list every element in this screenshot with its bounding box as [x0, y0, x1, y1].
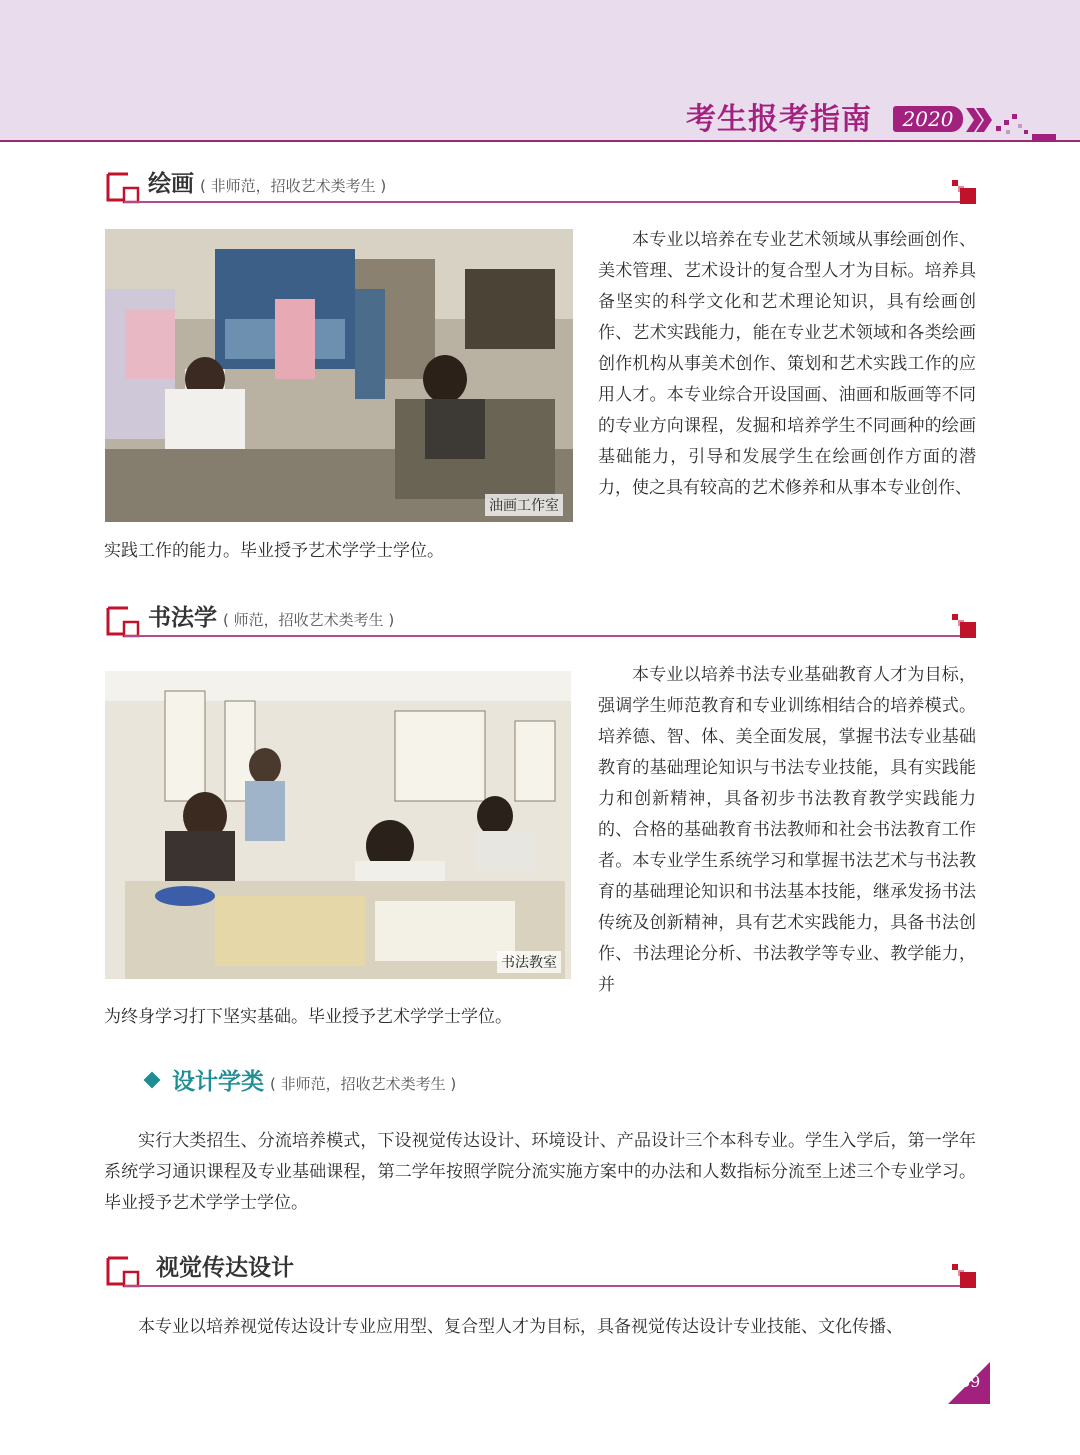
section-title-visual-communication: 视觉传达设计: [156, 1255, 294, 1281]
photo-caption-painting: 油画工作室: [485, 494, 563, 516]
photo-calligraphy-classroom: [105, 671, 571, 979]
calligraphy-tail-text: 为终身学习打下坚实基础。毕业授予艺术学学士学位。: [104, 1007, 512, 1027]
header-rule: [0, 140, 1080, 142]
calligraphy-side-text: 本专业以培养书法专业基础教育人才为目标，强调学生师范教育和专业训练相结合的培养模式。培养德、智、体、美全面发展，掌握书法专业基础教育的基础理论知识与书法专业技能，具有实践能力和创新精神，具备初步书法教育教学实践能力的、合格的基础教育书法教师和社会书法教育工作者。本专业学生系统学习和掌握书法艺术与书法教育的基础理论知识和书法基本技能，继承发扬书法传统及创新精神，具有艺术实践能力，具备书法创作、书法理论分析、书法教学等专业、教学能力，并: [598, 665, 976, 995]
header-arrow-icon: [966, 104, 1056, 144]
section-header-calligraphy: [104, 600, 976, 640]
corner-squares-icon: [952, 180, 976, 204]
diamond-bullet-icon: [144, 1072, 161, 1089]
visual-communication-text: 本专业以培养视觉传达设计专业应用型、复合型人才为目标，具备视觉传达设计专业技能、文化传播、: [138, 1317, 903, 1337]
painting-tail-text: 实践工作的能力。毕业授予艺术学学士学位。: [104, 541, 444, 561]
photo-oil-painting-studio: [105, 229, 573, 522]
section-note-calligraphy: ( 师范，招收艺术类考生 ): [223, 611, 395, 629]
corner-squares-icon: [952, 614, 976, 638]
photo-caption-calligraphy: 书法教室: [497, 951, 561, 973]
subheading-title-design: 设计学类 ( 非师范，招收艺术类考生 ): [172, 1069, 457, 1095]
section-title-painting: 绘画 ( 非师范，招收艺术类考生 ): [148, 171, 387, 197]
section-rule: [124, 1285, 976, 1287]
corner-squares-icon: [952, 1264, 976, 1288]
section-note-painting: ( 非师范，招收艺术类考生 ): [200, 177, 387, 195]
classroom-illustration: [105, 671, 571, 979]
page-number: [946, 1360, 992, 1406]
design-text: 实行大类招生、分流培养模式，下设视觉传达设计、环境设计、产品设计三个本科专业。学生入学后，第一学年系统学习通识课程及专业基础课程，第二学年按照学院分流实施方案中的办法和人数指标分流至上述三个专业学习。毕业授予艺术学学士学位。: [104, 1131, 976, 1213]
section-rule: [124, 635, 976, 637]
studio-illustration: [105, 229, 573, 522]
section-header-painting: [104, 166, 976, 206]
painting-side-text: 本专业以培养在专业艺术领域从事绘画创作、美术管理、艺术设计的复合型人才为目标。培养具备坚实的科学文化和艺术理论知识，具有绘画创作、艺术实践能力，能在专业艺术领域和各类绘画创作机构从事美术创作、策划和艺术实践工作的应用人才。本专业综合开设国画、油画和版画等不同的专业方向课程，发掘和培养学生不同画种的绘画基础能力，引导和发展学生在绘画创作方面的潜力，使之具有较高的艺术修养和从事本专业创作、: [598, 230, 976, 498]
subheading-note-design: ( 非师范，招收艺术类考生 ): [270, 1075, 457, 1093]
page-number-text: 39: [960, 1372, 981, 1391]
header-title: 考生报考指南: [686, 102, 872, 137]
section-rule: [124, 201, 976, 203]
section-title-calligraphy: 书法学 ( 师范，招收艺术类考生 ): [148, 605, 395, 631]
header-year-badge: 2020: [893, 106, 963, 132]
section-header-visual-communication: [104, 1250, 976, 1290]
